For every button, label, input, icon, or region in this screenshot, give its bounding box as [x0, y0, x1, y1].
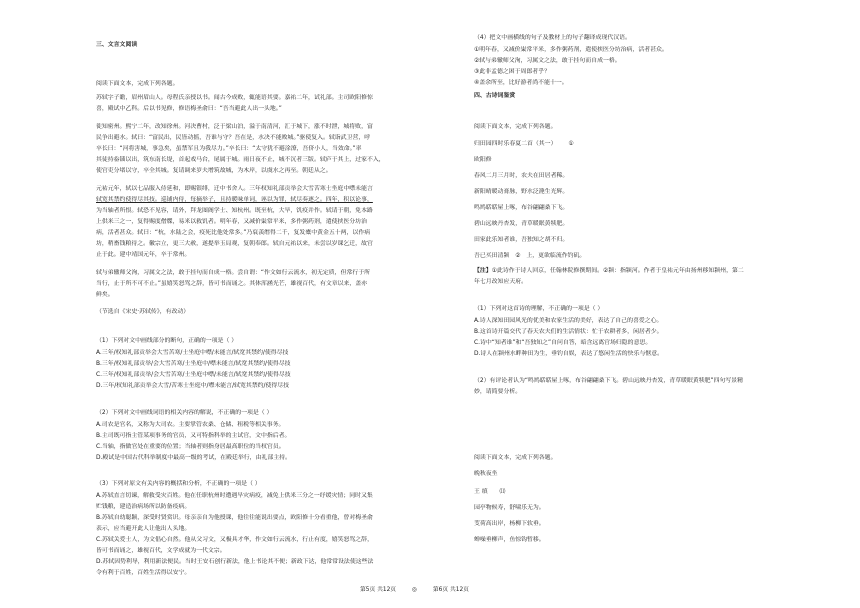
poem-1-title [474, 141, 574, 148]
footer-page-left: 第5页 共12页 [360, 587, 397, 593]
poem-question-1-option-d: D.诗人在颍州水畔种田为生，垂钓自娱，表达了悠闲生活的快乐与惬意。 [474, 351, 664, 357]
question-2-option-c: C.当轴，指做官处在重要的位置；当轴者则指身居最高职位的当权官员。 [96, 444, 285, 450]
poem-1-line: 碧山远映丹杏发，青草暖眠黄犊肥。 [474, 221, 569, 227]
poem-2-line: 芰荷高出岸，杨柳下软垂。 [474, 521, 545, 527]
question-1-option-c: C.三年/权知礼部贡举/会大雪苦寒/士坐庭中噤/未能言/轼宽其禁约/使得尽技 [96, 372, 291, 378]
question-3-option-line: 表示，应当避开此人让他出人头地。 [96, 526, 191, 532]
passage-line: 喜，殿试中乙科。后以书见修，修语梅圣俞曰：“吾当避此人出一头地。” [96, 106, 282, 112]
question-4-item: ③此非孟德之困于周郎者乎？ [474, 69, 550, 75]
footnote-text: ①此诗作于诗人回京，任翰林院修撰期间。②颍：指颍河。作者于皇祐元年由扬州移知颍州，第二 [491, 268, 744, 274]
poem-question-2-line: 妙，请简要分析。 [474, 389, 522, 395]
question-4-stem: （4）把文中画横线的句子及教材上的句子翻译成现代汉语。 [474, 35, 631, 41]
poem-2-author [474, 489, 505, 496]
question-3-stem: （3）下列对原文有关内容的概括和分析，不正确的一项是（ ） [96, 481, 261, 487]
poem-2-line: 蝉噪垂柳声，鱼惊钩暂移。 [474, 537, 545, 543]
poem-1-title-text: 归田园四时乐春夏二首（其一） [474, 141, 557, 147]
poem-1-note-mark: ① [568, 141, 574, 147]
poem-1-line: 春风二月三月时，农夫在田居者稀。 [474, 173, 569, 179]
passage-line: 元祐元年，轼以七品服入侍延和，即赐银绯，迁中书舍人。三年权知礼部贡举会大雪苦寒士坐庭中噤未能言 [96, 186, 373, 192]
footer-page-right: 第6页 共12页 [432, 587, 469, 593]
passage-source: （节选自《宋史·苏轼传》，有改动） [96, 309, 190, 315]
poem-1-line [474, 253, 585, 260]
passage-line: 使官吏分堵以守，卒全其城。复请调来岁夫增筑故城，为木岸，以虞水之再至。朝廷从之。 [96, 168, 332, 174]
question-1-option-d: D.三年/权知礼部贡举会大雪/苦寒士坐庭中/噤未能言/轼宽其禁约/使得尽技 [96, 383, 290, 389]
question-3-option-line: A.苏轼直言切谏，解救受灾百姓。他在任职杭州时遭遇旱灾病疫，减免上供米三分之一纾缓灾情；同时又集 [96, 493, 373, 499]
poem-question-2-line: （2）有评论者认为“鸣鸠聒聒屋上啄，布谷翩翩桑下飞。碧山远映丹杏发，青草暖眠黄犊肥”四句写景精 [474, 378, 744, 384]
question-4-item: ②轼与弟辙师父洵，习属文之法，敢于挂句而自成一格。 [474, 58, 621, 64]
poem-1-line-part: 上，更欲临流作钓矶。 [526, 253, 586, 259]
question-1-option-b: B.三年/权知礼部贡举/会大雪苦寒/士坐庭中/噤未能言/轼宽其禁约/使得尽技 [96, 361, 291, 367]
poem-question-1-option-a: A.诗人深知田园风光的优美和农家生活的美好，表达了自己的喜爱之心。 [474, 318, 663, 324]
question-2-stem: （2）下列对文中画线词语的相关内容的解说，不正确的一项是（ ） [96, 410, 273, 416]
poem-1-intro: 阅读下面文本，完成下列各题。 [474, 124, 557, 130]
passage-line-underlined: 轼宽其禁约使得尽其技。巡铺内侍，每摘举子，且持暖味单词，诬以为罪，轼尽奏逐之。四年，积以论事， [96, 197, 373, 203]
question-3-option-line: 令有利于百姓，百姓生活得以安宁。 [96, 570, 191, 576]
passage-line: 苏轼字子瞻，眉州眉山人。母程氏亲授以书。闻古今成败，辄能语其要。嘉祐二年，试礼部。主司欧阳修惊 [96, 95, 373, 101]
poem-1-line-part: 吾已买田清颍 [474, 253, 510, 259]
question-1-stem: （1）下列对文中画线部分的断句，正确的一项是（ ） [96, 338, 238, 344]
section-heading-classical-chinese: 三、文言文阅读 [96, 42, 138, 48]
poem-2-title: 晚秋夜坐 [474, 471, 498, 477]
poem-1-footnote [474, 268, 744, 275]
poem-question-1-option-c: C.诗中“知者谁”和“吾独知之”自问自答，暗含远离官场归隐的意思。 [474, 340, 652, 346]
question-3-option-line: C.苏轼关爱士人，为文倡心自然。他从父习文，又极具才华，作文如行云流水，行止有度，嬉笑怒骂之辞， [96, 537, 373, 543]
poem-2-author-mark: ⑾ [499, 489, 506, 495]
footer-center-mark: ◎ [411, 587, 418, 593]
poem-1-line: 鸣鸠聒聒屋上啄，布谷翩翩桑下飞。 [474, 205, 569, 211]
passage-line: 卒长曰：“河将害城，事急矣，虽禁军且为我尽力。”卒长曰：“太守犹不避涂潦，吾侪小人，当效命。”率 [96, 146, 362, 152]
passage-line: 当行，止于所不可不止。”虽嬉笑怒骂之辞，皆可书而诵之。其体浑涵光芒，雄视百代，有文章以来，盖亦 [96, 281, 368, 287]
poem-1-footnote-line: 年七月改知应天府。 [474, 279, 528, 285]
passage-intro: 阅读下面文本，完成下列各题。 [96, 81, 179, 87]
page-footer [360, 584, 483, 593]
passage-line: 上供米三之一，复得赐度僧牒，易米以救饥者。明年春，又减价粜常平米，多作粥药剂，遣使挟医分坊治 [96, 219, 367, 225]
question-3-option-line: B.苏轼自幼聪颖，深受时贤赏识。母亲亲自为他授课，他往往能说出要点，欧阳修十分看重他，曾对梅圣俞 [96, 515, 373, 521]
poem-1-line-mark: ② [515, 253, 521, 259]
poem-1-line: 新阳晴暖动膏脉，野水泛滟生光辉。 [474, 189, 569, 195]
passage-line: 坊，稍畜钱粮待之。徽宗立，更三大赦，遂提举玉局观，复朝奉郎。轼自元祐以来，未尝以岁课乞迁，故官 [96, 241, 373, 247]
footnote-label: 【注】 [474, 268, 492, 274]
poem-2-line: 园亭物候寿，舒啸乐无为。 [474, 505, 545, 511]
passage-line: 轼与弟辙师父洵，习属文之法，敢于挂句而自成一格。尝自谓：“作文如行云流水，初无定质，但常行于所 [96, 270, 371, 276]
question-3-option-line: 皆可书而诵之，雄视百代，文学成就为一代文宗。 [96, 548, 226, 554]
poem-1-author: 欧阳修 [474, 157, 492, 163]
question-3-option-line: 贮钱粮，建造治病场所以防备疫病。 [96, 504, 191, 510]
passage-line: 病，活者甚众。轼曰：“杭，水陆之会，疫死比他处常多。”乃裒羡缗得二千，复发橐中黄金五十两，以作病 [96, 230, 371, 236]
poem-2-author-name: 王 缜 [474, 489, 488, 495]
passage-line: 徙知密州。熙宁二年，改知徐州。河决曹村，泛于梁山泊，溢于南清河，汇于城下，涨不时泄，城将败，富 [96, 124, 373, 130]
poem-question-1-option-b: B.这首诗开篇交代了春天农夫们的生活情状：忙于农耕者多，闲居者少。 [474, 329, 663, 335]
poem-1-line: 田家此乐知者谁，吾独知之胡不归。 [474, 237, 569, 243]
question-3-option-line: D.苏轼因势利导，利用新法便民。当时王安石创行新法，他上书论其不便；新政下达，他常常设法使这些法 [96, 559, 374, 565]
question-4-item: ④盖余所至，比好游者尚不能十一。 [474, 80, 568, 86]
passage-line: 鲜矣。 [96, 292, 114, 298]
poem-question-1-stem: （1）下列对这首诗的理解，不正确的一项是（ ） [474, 306, 604, 312]
passage-line: 其徒持畚锸以出，筑东南长堤，首起戏马台，尾属于城。雨日夜不止，城不沉者三版。轼庐于其上，过家不入， [96, 157, 385, 163]
question-2-option-a: A.司农是官名，又称为大司农。主要掌管农桑、仓储、租税等相关事务。 [96, 422, 285, 428]
question-2-option-b: B.主司既可指主管某项事务的官员，又可特指科举的主试官，文中指后者。 [96, 433, 291, 439]
question-4-item: ①明年春，又减价粜常平米，多作粥药剂，遣使挟医分坊治病，活者甚众。 [474, 47, 668, 53]
section-heading-poetry: 四、古诗词鉴赏 [474, 93, 516, 99]
poem-2-intro: 阅读下面文本，完成下列各题。 [474, 455, 557, 461]
passage-line: 为当轴者所恨。轼恐不见容，请外，拜龙图阁学士、知杭州。既至杭，大旱，饥疫并作。轼请于朝，免本路 [96, 208, 373, 214]
passage-line: 止于此。建中靖国元年，卒于常州。 [96, 252, 191, 258]
question-2-option-d: D.殿试是中国古代科举制度中最高一级的考试，在殿廷举行，由礼部主持。 [96, 455, 291, 461]
question-1-option-a: A.三年/权知礼部贡举会大雪苦寒/士坐庭中噤/未能言/轼宽其禁约/使得尽技 [96, 350, 289, 356]
passage-line: 民争出避水。轼曰：“富民出，民皆动摇，吾谁与守？吾在是，水决不能败城。”驱使复入。轼诣武卫营，呼 [96, 135, 371, 141]
